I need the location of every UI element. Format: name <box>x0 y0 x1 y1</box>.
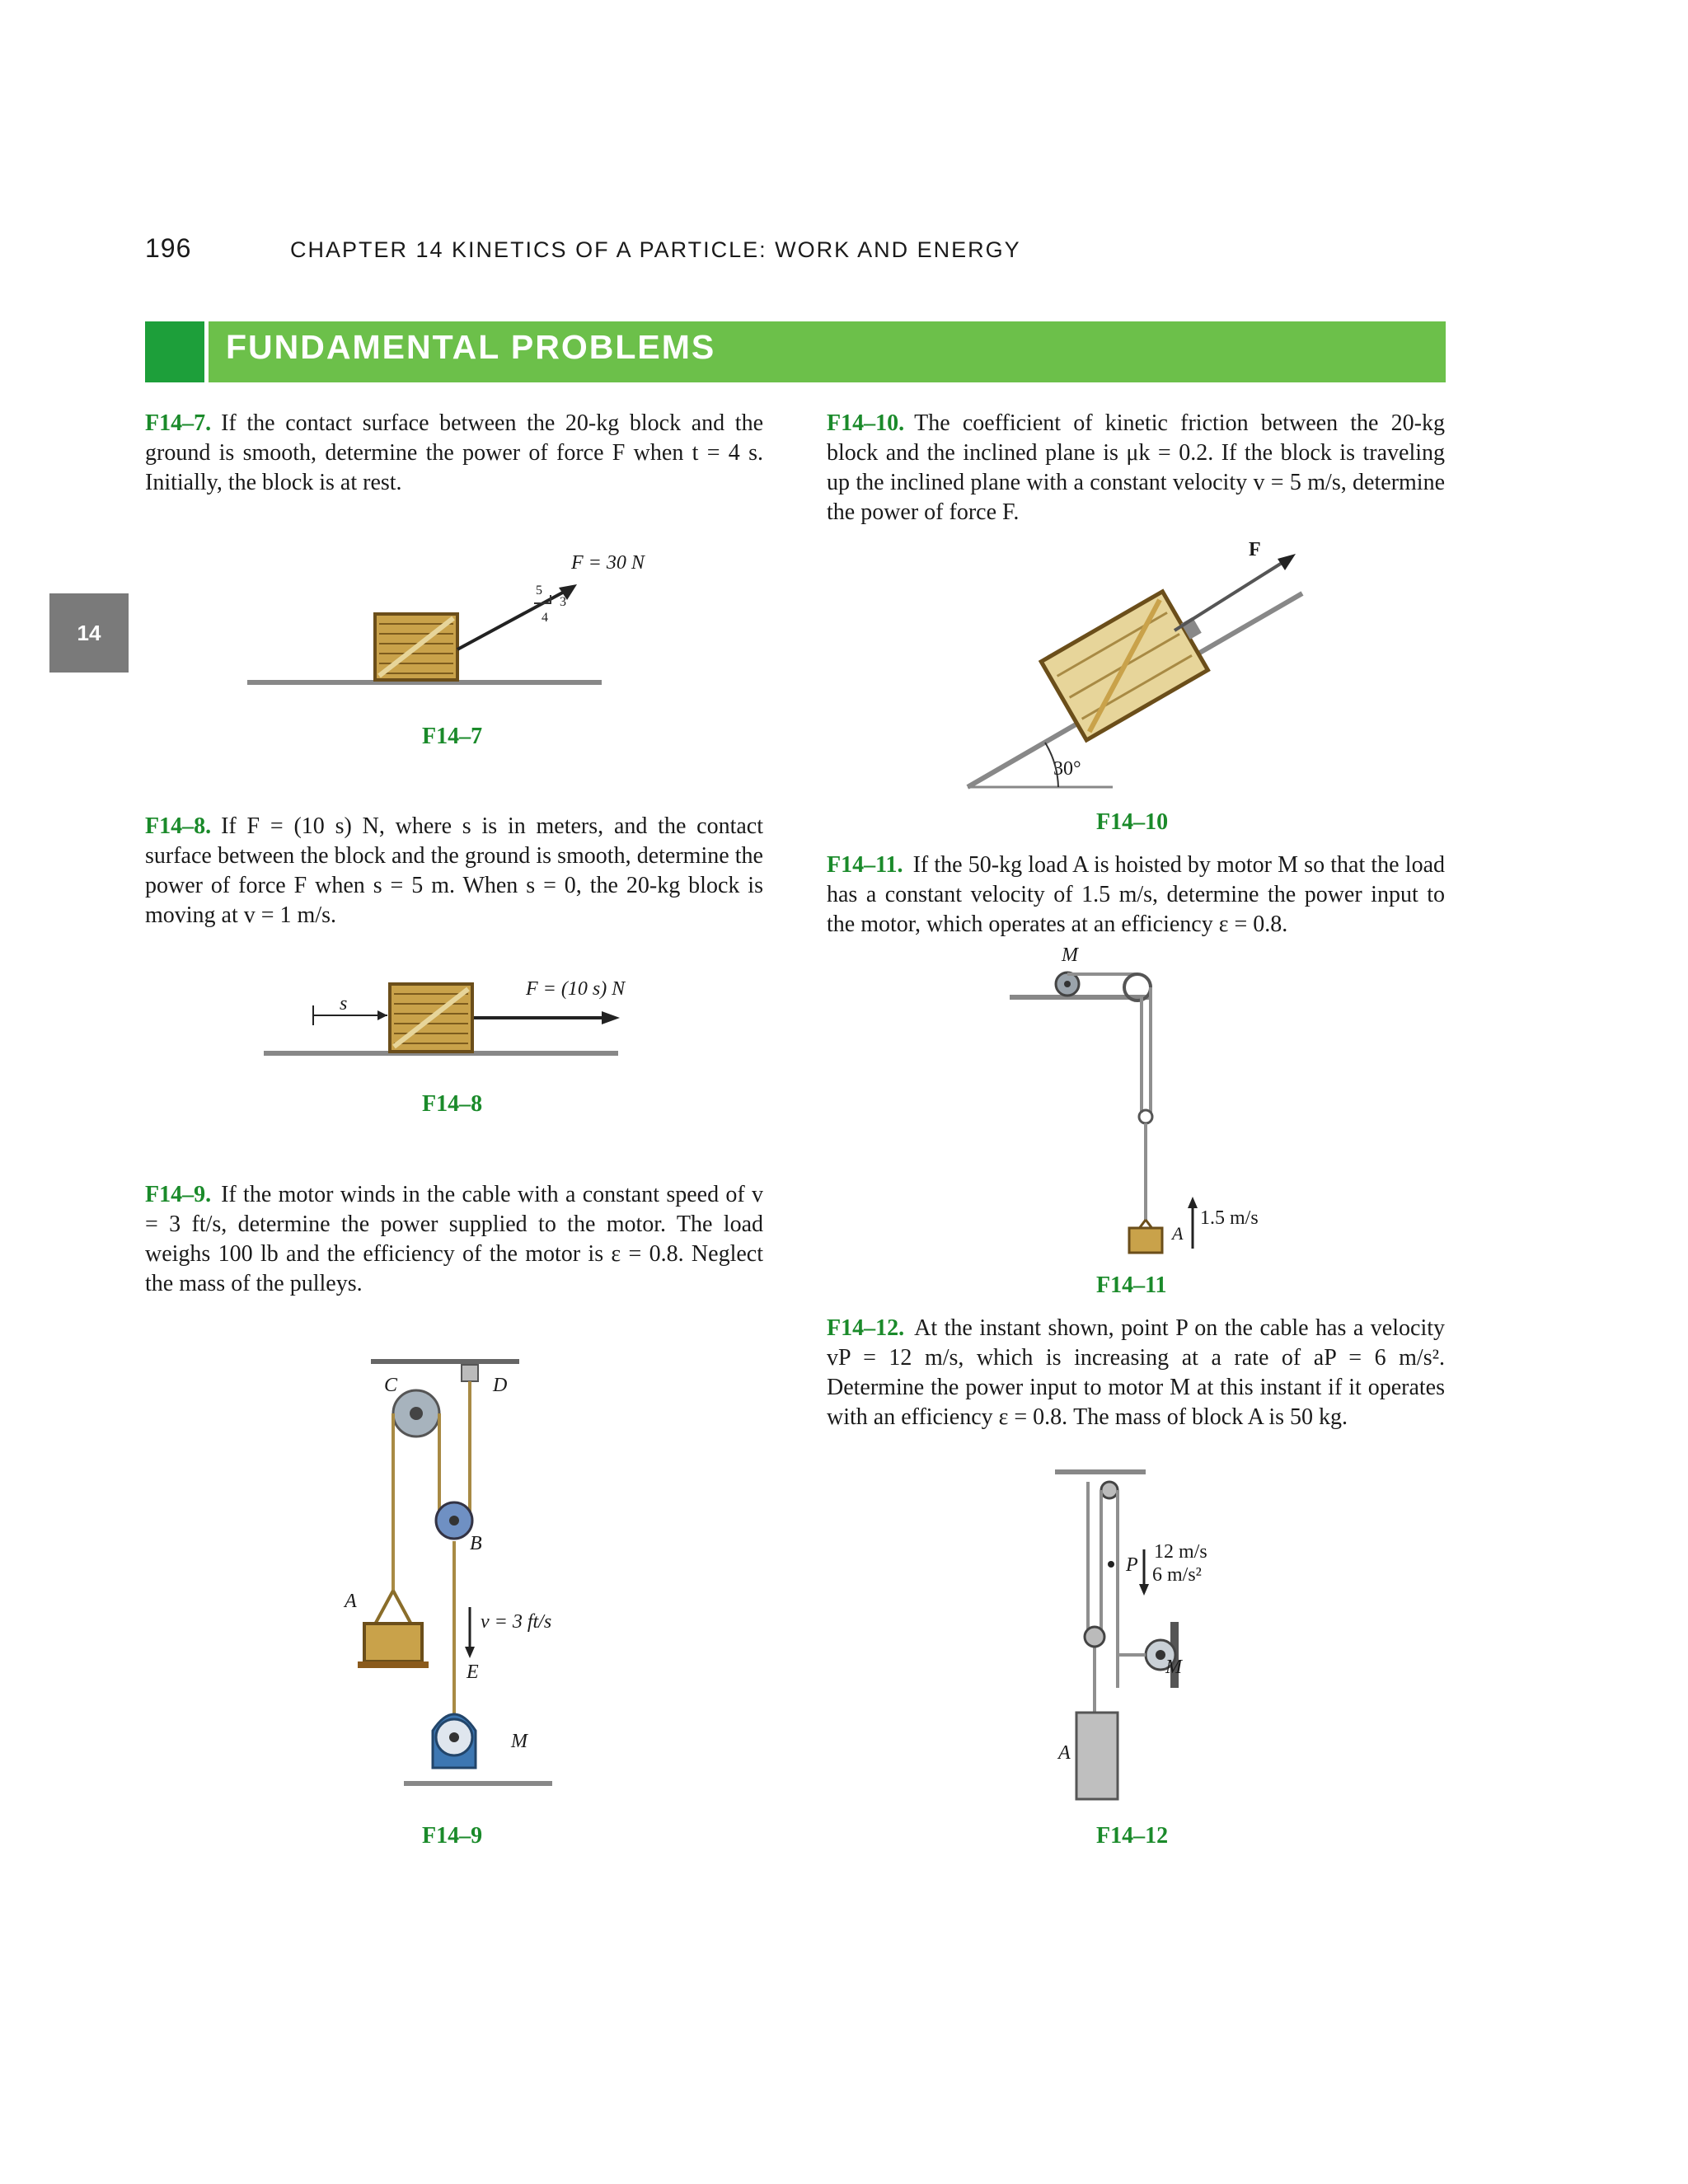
chapter-tab <box>49 593 129 673</box>
position-label: s <box>340 993 348 1015</box>
slope-label-5: 5 <box>536 583 542 598</box>
force-arrow <box>457 589 569 649</box>
problem-f14-7 <box>145 409 763 498</box>
figure-caption: F14–9 <box>422 1823 483 1849</box>
point-p <box>1108 1561 1114 1568</box>
problem-f14-11 <box>827 851 1445 940</box>
page-number: 196 <box>145 233 192 263</box>
force-arrow <box>1175 560 1286 630</box>
problem-text: If F = (10 s) N, where s is in meters, and the contact surface between the block and the ground is smooth, determine the power of force F when s = 5 m. When s = 0, the 20-kg block is moving at v = 1 m/s. <box>145 813 763 928</box>
label-e: E <box>467 1661 479 1683</box>
problem-id: F14–11. <box>827 852 903 878</box>
block-a <box>1076 1713 1118 1799</box>
problem-id: F14–10. <box>827 410 905 436</box>
velocity-label: 1.5 m/s <box>1200 1207 1259 1229</box>
lower-pulley <box>1085 1627 1104 1647</box>
problem-f14-8 <box>145 812 763 930</box>
problem-text: If the motor winds in the cable with a constant speed of v = 3 ft/s, determine the power supplied to the motor. The load weighs 100 lb and the efficiency of the motor is ε = 0.8. Neglect the mass of the pulleys. <box>145 1182 763 1296</box>
label-d: D <box>493 1375 508 1396</box>
chapter-tab-label: 14 <box>77 620 101 645</box>
problem-f14-9 <box>145 1180 763 1299</box>
figure-f14-12 <box>1047 1457 1245 1811</box>
label-m: M <box>511 1731 528 1752</box>
acceleration-label: 6 m/s² <box>1152 1564 1202 1586</box>
label-c: C <box>384 1375 398 1396</box>
load-a <box>1129 1228 1162 1253</box>
figure-caption: F14–8 <box>422 1091 483 1117</box>
problem-text: If the 50-kg load A is hoisted by motor M so that the load has a constant velocity of 1.5 m/s, determine the power input to the motor, which operates at an efficiency ε = 0.8. <box>827 852 1445 937</box>
slope-label-3: 3 <box>560 595 566 609</box>
figure-f14-11 <box>1001 948 1216 1261</box>
figure-caption: F14–7 <box>422 724 483 749</box>
problem-id: F14–12. <box>827 1315 905 1341</box>
problem-id: F14–7. <box>145 410 212 436</box>
section-title: FUNDAMENTAL PROBLEMS <box>226 328 716 366</box>
problem-text: The coefficient of kinetic friction between the 20-kg block and the inclined plane is μk = 0.2. If the block is traveling up the inclined plane with a constant velocity v = 5 m/s, determine the power of force F. <box>827 410 1445 525</box>
problem-id: F14–8. <box>145 813 212 839</box>
figure-f14-7 <box>239 544 618 709</box>
load-a <box>364 1624 422 1661</box>
figure-caption: F14–10 <box>1096 809 1169 835</box>
problem-id: F14–9. <box>145 1182 212 1207</box>
running-head: CHAPTER 14 KINETICS OF A PARTICLE: WORK AND ENERGY <box>290 237 1021 262</box>
slope-label-4: 4 <box>542 611 548 625</box>
problem-text: At the instant shown, point P on the cable has a velocity vP = 12 m/s, which is increasing at a rate of aP = 6 m/s². Determine the power input to motor M at this instant if it operates with an efficiency ε = 0.8. The mass of block A is 50 kg. <box>827 1315 1445 1430</box>
force-label: F <box>1249 539 1261 560</box>
banner-accent-block <box>145 321 204 382</box>
label-a: A <box>345 1591 357 1612</box>
velocity-label: 12 m/s <box>1154 1541 1207 1563</box>
force-label: F = (10 s) N <box>526 978 626 1000</box>
label-b: B <box>470 1533 482 1554</box>
figure-caption: F14–11 <box>1096 1272 1167 1298</box>
angle-label: 30° <box>1053 758 1081 780</box>
anchor-d <box>462 1365 478 1381</box>
label-a: A <box>1172 1223 1184 1244</box>
velocity-label: v = 3 ft/s <box>481 1611 552 1633</box>
problem-f14-10 <box>827 409 1445 527</box>
problem-f14-12 <box>827 1314 1445 1432</box>
label-m: M <box>1165 1657 1182 1678</box>
cables <box>393 1381 470 1747</box>
problem-text: If the contact surface between the 20-kg block and the ground is smooth, determine the power of force F when t = 4 s. Initially, the block is at rest. <box>145 410 763 495</box>
banner-separator <box>204 321 209 382</box>
top-pulley <box>1101 1482 1118 1498</box>
figure-caption: F14–12 <box>1096 1823 1169 1849</box>
force-label: F = 30 N <box>571 552 645 574</box>
label-m: M <box>1062 944 1078 966</box>
label-p: P <box>1126 1554 1138 1576</box>
label-a: A <box>1058 1742 1071 1764</box>
figure-f14-10 <box>956 536 1319 799</box>
